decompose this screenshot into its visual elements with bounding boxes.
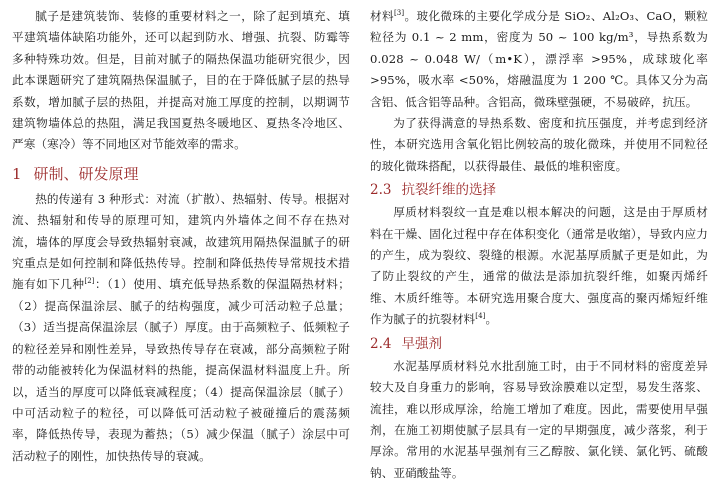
citation-4: [4]: [475, 312, 486, 321]
section-2-4-heading: [370, 333, 708, 355]
continued-text-a: 材料: [370, 9, 394, 23]
section-2-3-text-b: 。: [485, 312, 498, 327]
section-2-3-paragraph: [370, 202, 708, 330]
section-2-4-title: 早强剂: [401, 335, 442, 352]
selection-paragraph: 为了获得满意的导热系数、密度和抗压强度，并考虑到经济性，本研究选用含氧化铝比例较高的玻化微珠，并使用不同粒径的玻化微珠搭配，以获得最佳、最低的堆积密度。: [370, 116, 708, 173]
continued-paragraph: [370, 6, 708, 113]
section-1-heading: [12, 162, 350, 186]
section-1-paragraph: [12, 189, 350, 467]
citation-3: [3]: [393, 9, 405, 17]
section-2-3-text-a: 厚质材料裂纹一直是难以根本解决的问题，这是由于厚质材料在干燥、固化过程中存在体积变化（通常是收缩），导致内应力的产生，成为裂纹、裂缝的根源。水泥基厚质腻子更是如此，为了防止裂纹的产生，通常的做法是添加抗裂纤维，如聚丙烯纤维、木质纤维等。本研究选用聚合度大、强度高的聚丙烯短纤维作为腻子的抗裂材料: [370, 205, 708, 327]
left-column: [12, 6, 350, 467]
section-2-3-number: 2.3: [370, 182, 392, 199]
section-1-number: 1: [12, 164, 22, 183]
intro-paragraph: 腻子是建筑装饰、装修的重要材料之一，除了起到填充、填平建筑墙体缺陷功能外，还可以起到防水、增强、抗裂、防霉等多种特殊功效。但是，目前对腻子的隔热保温功能研究很少，因此本课题研究了建筑隔热保温腻子，目的在于降低腻子层的热导系数，增加腻子层的热阻，并提高对施工厚度的控制，以期调节建筑物墙体总的热阻，满足我国夏热冬暖地区、夏热冬冷地区、严寒（寒冷）等不同地区对节能效率的需求。: [12, 9, 350, 152]
continued-text-b: 。玻化微珠的主要化学成分是 SiO₂、Al₂O₃、CaO，颗粒粒径为 0.1 ~ 2 mm，密度为 50 ~ 100 kg/m³，导热系数为 0.028 ~ 0.048 W/（m•K），漂浮率 >95%，成球玻化率 >95%，吸水率 <50%，熔融温度为 1 200 ℃。具体又分为高含铝、低含铝等品种。含铝高，微珠壁强硬，不易破碎，抗压。: [370, 9, 708, 109]
section-1-text-b: ：（1）使用、填充低导热系数的保温隔热材料；（2）提高保温涂层、腻子的结构强度，减少可活动粒子总量；（3）适当提高保温涂层（腻子）厚度。由于高频粒子、低频粒子的粒径差异和刚性差异，导致热传导存在衰减，部分高频粒子附带的动能被转化为保温材料的热能，提高保温材料温度上升。所以，适当的厚度可以降低衰减程度；（4）提高保温涂层（腻子）中可活动粒子的粒径，可以降低可活动粒子被碰撞后的震荡频率，降低热传导，表现为蓄热；（5）减少保温（腻子）涂层中可活动粒子的刚性，加快热传导的衰减。: [12, 277, 350, 463]
right-column: [370, 6, 708, 484]
section-2-3-title: 抗裂纤维的选择: [401, 182, 496, 199]
section-2-4-number: 2.4: [370, 335, 392, 352]
section-1-text-a: 热的传递有 3 种形式：对流（扩散）、热辐射、传导。根据对流、热辐射和传导的原理可知，建筑内外墙体之间不存在热对流，墙体的厚度会导致热辐射衰减，故建筑用隔热保温腻子的研究重点是如何控制和降低热传导。控制和降低热传导常规技术措施有如下几种: [12, 191, 350, 292]
section-2-3-heading: [370, 179, 708, 201]
section-1-title: 研制、研发原理: [33, 164, 139, 183]
section-2-4-paragraph: 水泥基厚质材料兑水批刮施工时，由于不同材料的密度差异较大及自身重力的影响，容易导致涂膜难以定型，易发生落浆、流挂，难以形成厚涂，给施工增加了难度。因此，需要使用早强剂，在施工初期使腻子层具有一定的早期强度，减少落浆，利于厚涂。常用的水泥基早强剂有三乙醇胺、氯化镁、氯化钙、硫酸钠、亚硝酸盐等。: [370, 358, 708, 480]
citation-2: [2]: [84, 277, 95, 286]
